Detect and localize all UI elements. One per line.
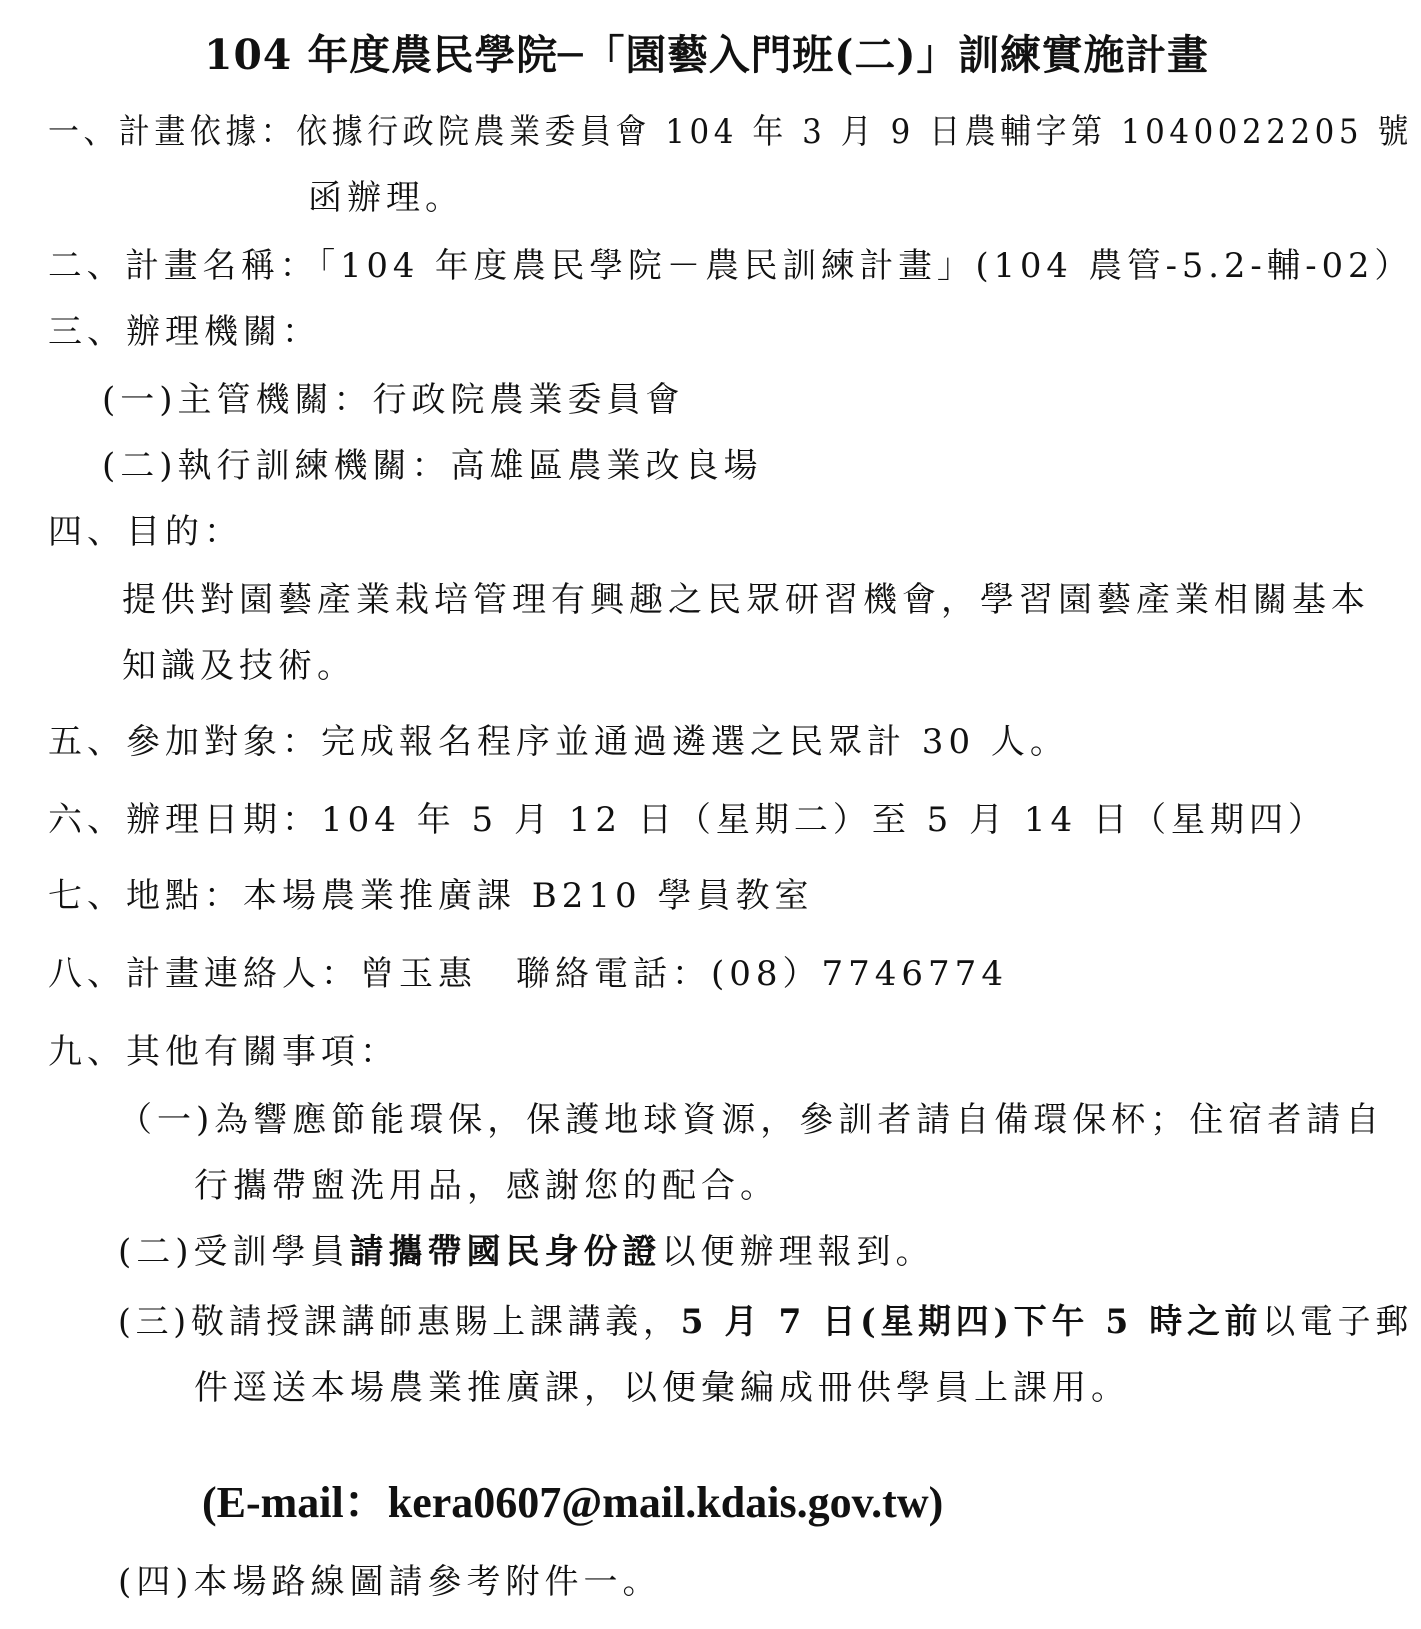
document-title: 104 年度農民學院─「園藝入門班(二)」訓練實施計畫 <box>204 31 1209 79</box>
section-2: 二、計畫名稱：「104 年度農民學院－農民訓練計畫」(104 農管-5.2-輔-02） <box>48 246 1413 286</box>
section-4-line-2: 知識及技術。 <box>122 646 356 686</box>
section-1-line-2: 函辦理。 <box>308 178 464 218</box>
section-9-heading: 九、其他有關事項： <box>48 1032 399 1072</box>
section-9-item-3-deadline: 5 月 7 日(星期四)下午 5 時之前 <box>680 1302 1263 1342</box>
email-contact: (E-mail：kera0607@mail.kdais.gov.tw) <box>202 1478 944 1527</box>
section-9-item-3-prefix: (三)敬請授課講師惠賜上課講義， <box>118 1302 681 1342</box>
section-9-item-2-emphasis: 請攜帶國民身份證 <box>349 1232 662 1272</box>
section-9-item-2-prefix: (二)受訓學員 <box>118 1232 350 1272</box>
section-3-item-1: (一)主管機關：行政院農業委員會 <box>102 380 685 420</box>
section-8-phone: 聯絡電話：(08）7746774 <box>516 954 1008 994</box>
section-3-item-2: (二)執行訓練機關：高雄區農業改良場 <box>102 446 763 486</box>
section-4-heading: 四、目的： <box>48 512 243 552</box>
section-6: 六、辦理日期：104 年 5 月 12 日（星期二）至 5 月 14 日（星期四） <box>48 800 1327 840</box>
section-9-item-2-suffix: 以便辦理報到。 <box>661 1232 935 1272</box>
section-1-line-1: 一、計畫依據：依據行政院農業委員會 104 年 3 月 9 日農輔字第 1040022205 號 <box>48 112 1413 152</box>
section-4-line-1: 提供對園藝產業栽培管理有興趣之民眾研習機會，學習園藝產業相關基本 <box>122 580 1370 620</box>
section-9-item-3-suffix: 以電子郵 <box>1262 1302 1414 1342</box>
section-9-item-3-line-2: 件逕送本場農業推廣課，以便彙編成冊供學員上課用。 <box>194 1368 1130 1408</box>
section-5: 五、參加對象：完成報名程序並通過遴選之民眾計 30 人。 <box>48 722 1069 762</box>
section-3-heading: 三、辦理機關： <box>48 312 321 352</box>
section-9-item-3-line-1 <box>118 1300 1413 1344</box>
section-9-item-2 <box>118 1230 935 1274</box>
section-7: 七、地點：本場農業推廣課 B210 學員教室 <box>48 876 814 916</box>
section-9-item-1-line-2: 行攜帶盥洗用品，感謝您的配合。 <box>194 1166 779 1206</box>
section-9-item-4: (四)本場路線圖請參考附件一。 <box>118 1562 662 1602</box>
section-9-item-1-line-1: （一)為響應節能環保，保護地球資源，參訓者請自備環保杯；住宿者請自 <box>118 1100 1385 1140</box>
section-8-contact: 八、計畫連絡人：曾玉惠 <box>48 954 477 994</box>
